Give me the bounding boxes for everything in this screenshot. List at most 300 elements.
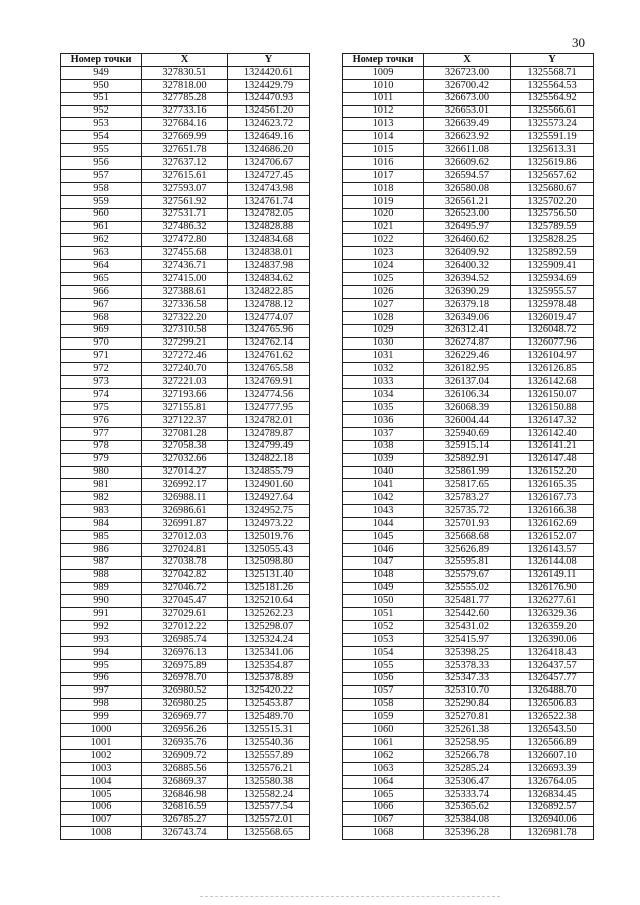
table-header-row — [61, 54, 310, 67]
point-number-cell: 978 — [61, 440, 142, 453]
point-number-cell: 1046 — [343, 543, 424, 556]
y-coordinate-cell: 1324788.12 — [228, 298, 310, 311]
table-row — [343, 479, 594, 492]
y-coordinate-cell: 1326104.97 — [511, 350, 594, 363]
y-coordinate-cell: 1326892.57 — [511, 801, 594, 814]
y-coordinate-cell: 1325515.31 — [228, 724, 310, 737]
point-number-cell: 1052 — [343, 621, 424, 634]
table-row — [343, 182, 594, 195]
point-number-cell: 1021 — [343, 221, 424, 234]
table-row — [61, 389, 310, 402]
table-row — [61, 92, 310, 105]
table-row — [61, 66, 310, 79]
point-number-cell: 1036 — [343, 414, 424, 427]
y-coordinate-cell: 1326165.35 — [511, 479, 594, 492]
x-coordinate-cell: 327336.58 — [142, 298, 228, 311]
x-coordinate-cell: 326885.56 — [142, 762, 228, 775]
header-y: Y — [511, 54, 594, 67]
y-coordinate-cell: 1325572.01 — [228, 814, 310, 827]
y-coordinate-cell: 1324686.20 — [228, 144, 310, 157]
point-number-cell: 1066 — [343, 801, 424, 814]
table-row — [343, 363, 594, 376]
x-coordinate-cell: 326975.89 — [142, 659, 228, 672]
point-number-cell: 963 — [61, 247, 142, 260]
point-number-cell: 1032 — [343, 363, 424, 376]
y-coordinate-cell: 1325055.43 — [228, 543, 310, 556]
table-row — [343, 131, 594, 144]
table-row — [343, 414, 594, 427]
y-coordinate-cell: 1326077.96 — [511, 337, 594, 350]
y-coordinate-cell: 1324834.68 — [228, 234, 310, 247]
x-coordinate-cell: 326460.62 — [424, 234, 511, 247]
point-number-cell: 959 — [61, 195, 142, 208]
x-coordinate-cell: 326379.18 — [424, 298, 511, 311]
table-row — [61, 569, 310, 582]
x-coordinate-cell: 327785.28 — [142, 92, 228, 105]
point-number-cell: 955 — [61, 144, 142, 157]
table-row — [61, 685, 310, 698]
point-number-cell: 1001 — [61, 737, 142, 750]
point-number-cell: 1048 — [343, 569, 424, 582]
table-row — [343, 195, 594, 208]
x-coordinate-cell: 326969.77 — [142, 711, 228, 724]
x-coordinate-cell: 325285.24 — [424, 762, 511, 775]
point-number-cell: 954 — [61, 131, 142, 144]
table-row — [343, 750, 594, 763]
table-row — [61, 337, 310, 350]
table-row — [61, 440, 310, 453]
table-row — [61, 208, 310, 221]
table-row — [343, 208, 594, 221]
x-coordinate-cell: 325270.81 — [424, 711, 511, 724]
x-coordinate-cell: 327272.46 — [142, 350, 228, 363]
y-coordinate-cell: 1325298.07 — [228, 621, 310, 634]
table-row — [61, 182, 310, 195]
x-coordinate-cell: 325892.91 — [424, 453, 511, 466]
x-coordinate-cell: 327830.51 — [142, 66, 228, 79]
x-coordinate-cell: 326980.25 — [142, 698, 228, 711]
x-coordinate-cell: 325626.89 — [424, 543, 511, 556]
y-coordinate-cell: 1326607.10 — [511, 750, 594, 763]
point-number-cell: 1029 — [343, 324, 424, 337]
x-coordinate-cell: 325940.69 — [424, 427, 511, 440]
x-coordinate-cell: 325306.47 — [424, 775, 511, 788]
y-coordinate-cell: 1324952.75 — [228, 505, 310, 518]
x-coordinate-cell: 325668.68 — [424, 530, 511, 543]
table-row — [343, 518, 594, 531]
table-row — [61, 646, 310, 659]
table-row — [343, 144, 594, 157]
point-number-cell: 1003 — [61, 762, 142, 775]
table-row — [61, 363, 310, 376]
x-coordinate-cell: 325266.78 — [424, 750, 511, 763]
table-row — [61, 402, 310, 415]
table-row — [61, 582, 310, 595]
y-coordinate-cell: 1325789.59 — [511, 221, 594, 234]
x-coordinate-cell: 326312.41 — [424, 324, 511, 337]
table-row — [343, 801, 594, 814]
y-coordinate-cell: 1326176.90 — [511, 582, 594, 595]
y-coordinate-cell: 1325702.20 — [511, 195, 594, 208]
table-row — [343, 247, 594, 260]
x-coordinate-cell: 327012.03 — [142, 530, 228, 543]
y-coordinate-cell: 1326277.61 — [511, 595, 594, 608]
point-number-cell: 949 — [61, 66, 142, 79]
table-row — [343, 105, 594, 118]
y-coordinate-cell: 1325540.36 — [228, 737, 310, 750]
x-coordinate-cell: 327684.16 — [142, 118, 228, 131]
y-coordinate-cell: 1325573.24 — [511, 118, 594, 131]
scan-artifact-line — [200, 896, 500, 897]
table-row — [343, 659, 594, 672]
coordinates-table-right — [342, 53, 594, 840]
point-number-cell: 1044 — [343, 518, 424, 531]
y-coordinate-cell: 1326144.08 — [511, 556, 594, 569]
table-row — [61, 195, 310, 208]
table-row — [61, 350, 310, 363]
table-row — [61, 814, 310, 827]
y-coordinate-cell: 1324799.49 — [228, 440, 310, 453]
y-coordinate-cell: 1325354.87 — [228, 659, 310, 672]
point-number-cell: 1025 — [343, 273, 424, 286]
y-coordinate-cell: 1325566.61 — [511, 105, 594, 118]
point-number-cell: 976 — [61, 414, 142, 427]
table-row — [343, 118, 594, 131]
y-coordinate-cell: 1324761.62 — [228, 350, 310, 363]
x-coordinate-cell: 327531.71 — [142, 208, 228, 221]
y-coordinate-cell: 1326150.07 — [511, 389, 594, 402]
table-row — [61, 621, 310, 634]
point-number-cell: 1038 — [343, 440, 424, 453]
point-number-cell: 1013 — [343, 118, 424, 131]
point-number-cell: 958 — [61, 182, 142, 195]
y-coordinate-cell: 1326418.43 — [511, 646, 594, 659]
point-number-cell: 1002 — [61, 750, 142, 763]
x-coordinate-cell: 327669.99 — [142, 131, 228, 144]
point-number-cell: 985 — [61, 530, 142, 543]
point-number-cell: 980 — [61, 466, 142, 479]
point-number-cell: 1043 — [343, 505, 424, 518]
x-coordinate-cell: 327637.12 — [142, 157, 228, 170]
x-coordinate-cell: 325384.08 — [424, 814, 511, 827]
point-number-cell: 994 — [61, 646, 142, 659]
point-number-cell: 996 — [61, 672, 142, 685]
point-number-cell: 1041 — [343, 479, 424, 492]
point-number-cell: 987 — [61, 556, 142, 569]
y-coordinate-cell: 1324901.60 — [228, 479, 310, 492]
point-number-cell: 983 — [61, 505, 142, 518]
table-row — [343, 827, 594, 840]
header-x: X — [424, 54, 511, 67]
point-number-cell: 972 — [61, 363, 142, 376]
point-number-cell: 1065 — [343, 788, 424, 801]
y-coordinate-cell: 1326940.06 — [511, 814, 594, 827]
point-number-cell: 1031 — [343, 350, 424, 363]
table-row — [343, 453, 594, 466]
y-coordinate-cell: 1326048.72 — [511, 324, 594, 337]
x-coordinate-cell: 326976.13 — [142, 646, 228, 659]
point-number-cell: 1053 — [343, 634, 424, 647]
point-number-cell: 992 — [61, 621, 142, 634]
x-coordinate-cell: 326992.17 — [142, 479, 228, 492]
table-row — [343, 505, 594, 518]
x-coordinate-cell: 327455.68 — [142, 247, 228, 260]
x-coordinate-cell: 326639.49 — [424, 118, 511, 131]
table-row — [61, 427, 310, 440]
y-coordinate-cell: 1326359.20 — [511, 621, 594, 634]
point-number-cell: 967 — [61, 298, 142, 311]
table-row — [61, 659, 310, 672]
y-coordinate-cell: 1324743.98 — [228, 182, 310, 195]
x-coordinate-cell: 325701.93 — [424, 518, 511, 531]
table-row — [61, 466, 310, 479]
point-number-cell: 1014 — [343, 131, 424, 144]
y-coordinate-cell: 1326167.73 — [511, 492, 594, 505]
y-coordinate-cell: 1324761.74 — [228, 195, 310, 208]
x-coordinate-cell: 326743.74 — [142, 827, 228, 840]
table-row — [61, 324, 310, 337]
table-row — [343, 595, 594, 608]
table-row — [343, 273, 594, 286]
x-coordinate-cell: 325481.77 — [424, 595, 511, 608]
x-coordinate-cell: 326723.00 — [424, 66, 511, 79]
x-coordinate-cell: 327733.16 — [142, 105, 228, 118]
y-coordinate-cell: 1326543.50 — [511, 724, 594, 737]
point-number-cell: 1006 — [61, 801, 142, 814]
table-row — [61, 801, 310, 814]
point-number-cell: 982 — [61, 492, 142, 505]
table-row — [343, 737, 594, 750]
table-row — [61, 505, 310, 518]
table-row — [343, 672, 594, 685]
y-coordinate-cell: 1326019.47 — [511, 311, 594, 324]
x-coordinate-cell: 326137.04 — [424, 376, 511, 389]
point-number-cell: 991 — [61, 608, 142, 621]
table-row — [343, 569, 594, 582]
point-number-cell: 1010 — [343, 79, 424, 92]
x-coordinate-cell: 327046.72 — [142, 582, 228, 595]
x-coordinate-cell: 325735.72 — [424, 505, 511, 518]
point-number-cell: 974 — [61, 389, 142, 402]
table-row — [61, 698, 310, 711]
x-coordinate-cell: 326700.42 — [424, 79, 511, 92]
table-row — [343, 376, 594, 389]
table-row — [61, 131, 310, 144]
point-number-cell: 1009 — [343, 66, 424, 79]
x-coordinate-cell: 327388.61 — [142, 286, 228, 299]
x-coordinate-cell: 327436.71 — [142, 260, 228, 273]
point-number-cell: 1047 — [343, 556, 424, 569]
table-row — [61, 595, 310, 608]
y-coordinate-cell: 1324838.01 — [228, 247, 310, 260]
table-row — [61, 672, 310, 685]
table-row — [343, 685, 594, 698]
y-coordinate-cell: 1326149.11 — [511, 569, 594, 582]
y-coordinate-cell: 1326166.38 — [511, 505, 594, 518]
y-coordinate-cell: 1324789.87 — [228, 427, 310, 440]
x-coordinate-cell: 327122.37 — [142, 414, 228, 427]
point-number-cell: 1020 — [343, 208, 424, 221]
table-row — [343, 608, 594, 621]
page-number: 30 — [572, 35, 585, 50]
x-coordinate-cell: 326653.01 — [424, 105, 511, 118]
table-row — [343, 260, 594, 273]
point-number-cell: 988 — [61, 569, 142, 582]
point-number-cell: 969 — [61, 324, 142, 337]
y-coordinate-cell: 1324822.85 — [228, 286, 310, 299]
table-row — [61, 775, 310, 788]
y-coordinate-cell: 1326147.32 — [511, 414, 594, 427]
x-coordinate-cell: 325555.02 — [424, 582, 511, 595]
y-coordinate-cell: 1324973.22 — [228, 518, 310, 531]
y-coordinate-cell: 1324706.67 — [228, 157, 310, 170]
x-coordinate-cell: 325817.65 — [424, 479, 511, 492]
table-row — [61, 79, 310, 92]
point-number-cell: 1028 — [343, 311, 424, 324]
x-coordinate-cell: 325310.70 — [424, 685, 511, 698]
y-coordinate-cell: 1325324.24 — [228, 634, 310, 647]
coordinates-table-left — [60, 53, 310, 840]
point-number-cell: 981 — [61, 479, 142, 492]
y-coordinate-cell: 1326143.57 — [511, 543, 594, 556]
x-coordinate-cell: 326988.11 — [142, 492, 228, 505]
table-row — [61, 750, 310, 763]
x-coordinate-cell: 327593.07 — [142, 182, 228, 195]
y-coordinate-cell: 1326126.85 — [511, 363, 594, 376]
point-number-cell: 1016 — [343, 157, 424, 170]
x-coordinate-cell: 325261.38 — [424, 724, 511, 737]
x-coordinate-cell: 326978.70 — [142, 672, 228, 685]
y-coordinate-cell: 1324855.79 — [228, 466, 310, 479]
x-coordinate-cell: 327299.21 — [142, 337, 228, 350]
y-coordinate-cell: 1324927.64 — [228, 492, 310, 505]
point-number-cell: 1061 — [343, 737, 424, 750]
x-coordinate-cell: 326561.21 — [424, 195, 511, 208]
x-coordinate-cell: 327014.27 — [142, 466, 228, 479]
x-coordinate-cell: 327818.00 — [142, 79, 228, 92]
x-coordinate-cell: 327045.47 — [142, 595, 228, 608]
x-coordinate-cell: 327193.66 — [142, 389, 228, 402]
x-coordinate-cell: 326349.06 — [424, 311, 511, 324]
x-coordinate-cell: 326068.39 — [424, 402, 511, 415]
table-row — [61, 144, 310, 157]
y-coordinate-cell: 1326152.07 — [511, 530, 594, 543]
y-coordinate-cell: 1325181.26 — [228, 582, 310, 595]
x-coordinate-cell: 326182.95 — [424, 363, 511, 376]
point-number-cell: 1030 — [343, 337, 424, 350]
point-number-cell: 1045 — [343, 530, 424, 543]
y-coordinate-cell: 1326150.88 — [511, 402, 594, 415]
point-number-cell: 1055 — [343, 659, 424, 672]
x-coordinate-cell: 326106.34 — [424, 389, 511, 402]
point-number-cell: 1068 — [343, 827, 424, 840]
y-coordinate-cell: 1325098.80 — [228, 556, 310, 569]
y-coordinate-cell: 1324649.16 — [228, 131, 310, 144]
point-number-cell: 971 — [61, 350, 142, 363]
x-coordinate-cell: 326400.32 — [424, 260, 511, 273]
point-number-cell: 1005 — [61, 788, 142, 801]
table-row — [343, 492, 594, 505]
y-coordinate-cell: 1325657.62 — [511, 170, 594, 183]
x-coordinate-cell: 326580.08 — [424, 182, 511, 195]
x-coordinate-cell: 326611.08 — [424, 144, 511, 157]
table-row — [343, 311, 594, 324]
y-coordinate-cell: 1325568.71 — [511, 66, 594, 79]
x-coordinate-cell: 326935.76 — [142, 737, 228, 750]
table-row — [61, 737, 310, 750]
y-coordinate-cell: 1325453.87 — [228, 698, 310, 711]
x-coordinate-cell: 325365.62 — [424, 801, 511, 814]
table-row — [61, 157, 310, 170]
point-number-cell: 1026 — [343, 286, 424, 299]
point-number-cell: 956 — [61, 157, 142, 170]
y-coordinate-cell: 1326152.20 — [511, 466, 594, 479]
x-coordinate-cell: 327486.32 — [142, 221, 228, 234]
point-number-cell: 1000 — [61, 724, 142, 737]
y-coordinate-cell: 1325591.19 — [511, 131, 594, 144]
table-row — [61, 376, 310, 389]
table-row — [61, 762, 310, 775]
table-row — [61, 453, 310, 466]
table-row — [61, 221, 310, 234]
y-coordinate-cell: 1324834.62 — [228, 273, 310, 286]
x-coordinate-cell: 327651.78 — [142, 144, 228, 157]
y-coordinate-cell: 1324429.79 — [228, 79, 310, 92]
x-coordinate-cell: 327155.81 — [142, 402, 228, 415]
x-coordinate-cell: 325378.33 — [424, 659, 511, 672]
point-number-cell: 1024 — [343, 260, 424, 273]
point-number-cell: 1012 — [343, 105, 424, 118]
x-coordinate-cell: 325415.97 — [424, 634, 511, 647]
y-coordinate-cell: 1324782.05 — [228, 208, 310, 221]
point-number-cell: 970 — [61, 337, 142, 350]
y-coordinate-cell: 1325576.21 — [228, 762, 310, 775]
table-row — [343, 634, 594, 647]
point-number-cell: 1018 — [343, 182, 424, 195]
y-coordinate-cell: 1326566.89 — [511, 737, 594, 750]
x-coordinate-cell: 325783.27 — [424, 492, 511, 505]
y-coordinate-cell: 1326693.39 — [511, 762, 594, 775]
x-coordinate-cell: 326816.59 — [142, 801, 228, 814]
point-number-cell: 1063 — [343, 762, 424, 775]
point-number-cell: 995 — [61, 659, 142, 672]
x-coordinate-cell: 327240.70 — [142, 363, 228, 376]
y-coordinate-cell: 1325680.67 — [511, 182, 594, 195]
x-coordinate-cell: 326004.44 — [424, 414, 511, 427]
table-row — [61, 105, 310, 118]
point-number-cell: 979 — [61, 453, 142, 466]
point-number-cell: 1011 — [343, 92, 424, 105]
x-coordinate-cell: 325333.74 — [424, 788, 511, 801]
x-coordinate-cell: 326846.98 — [142, 788, 228, 801]
x-coordinate-cell: 326986.61 — [142, 505, 228, 518]
table-row — [61, 556, 310, 569]
y-coordinate-cell: 1326162.69 — [511, 518, 594, 531]
table-row — [61, 530, 310, 543]
table-row — [343, 427, 594, 440]
point-number-cell: 1042 — [343, 492, 424, 505]
table-row — [343, 402, 594, 415]
y-coordinate-cell: 1325580.38 — [228, 775, 310, 788]
table-row — [343, 711, 594, 724]
point-number-cell: 957 — [61, 170, 142, 183]
y-coordinate-cell: 1325420.22 — [228, 685, 310, 698]
y-coordinate-cell: 1325378.89 — [228, 672, 310, 685]
y-coordinate-cell: 1324837.98 — [228, 260, 310, 273]
y-coordinate-cell: 1324828.88 — [228, 221, 310, 234]
header-y: Y — [228, 54, 310, 67]
y-coordinate-cell: 1324727.45 — [228, 170, 310, 183]
